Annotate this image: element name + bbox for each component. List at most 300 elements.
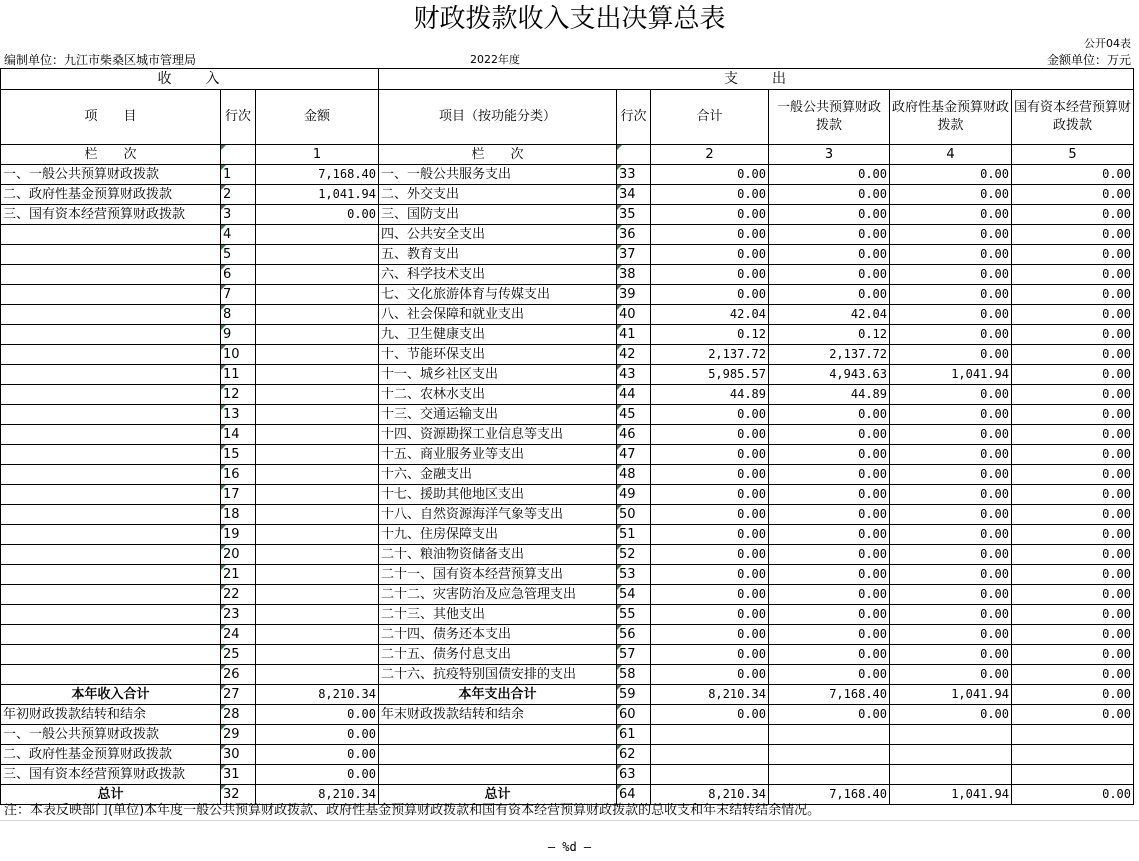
income-item: 三、国有资本经营预算财政拨款 bbox=[1, 205, 221, 225]
income-amount bbox=[256, 585, 379, 605]
income-row-no: 8 bbox=[221, 305, 256, 325]
income-row-no: 25 bbox=[221, 645, 256, 665]
income-row-no: 2 bbox=[221, 185, 256, 205]
income-row-no: 17 bbox=[221, 485, 256, 505]
blank-cell bbox=[890, 765, 1012, 785]
expense-total: 0.00 bbox=[651, 265, 769, 285]
expense-item: 五、教育支出 bbox=[379, 245, 617, 265]
col-index-2: 2 bbox=[651, 145, 769, 165]
income-amount bbox=[256, 385, 379, 405]
expense-total: 0.00 bbox=[651, 225, 769, 245]
blank-cell bbox=[651, 745, 769, 765]
expense-general: 0.00 bbox=[769, 485, 890, 505]
expense-item: 三、国防支出 bbox=[379, 205, 617, 225]
table-row bbox=[1, 565, 1134, 585]
income-amount bbox=[256, 305, 379, 325]
expense-item: 四、公共安全支出 bbox=[379, 225, 617, 245]
table-row bbox=[1, 285, 1134, 305]
expense-row-no: 47 bbox=[617, 445, 651, 465]
income-amount bbox=[256, 605, 379, 625]
expense-total: 2,137.72 bbox=[651, 345, 769, 365]
expense-row-no: 38 bbox=[617, 265, 651, 285]
expense-row-no: 52 bbox=[617, 545, 651, 565]
table-row-carry-1 bbox=[1, 725, 1134, 745]
income-amount bbox=[256, 285, 379, 305]
income-amount bbox=[256, 505, 379, 525]
carry-2-label: 二、政府性基金预算财政拨款 bbox=[1, 745, 221, 765]
income-item bbox=[1, 605, 221, 625]
grand-total-no: 32 bbox=[221, 785, 256, 805]
expense-total: 42.04 bbox=[651, 305, 769, 325]
carry-1-label: 一、一般公共预算财政拨款 bbox=[1, 725, 221, 745]
income-row-no: 3 bbox=[221, 205, 256, 225]
income-amount: 0.00 bbox=[256, 205, 379, 225]
expense-total: 0.12 bbox=[651, 325, 769, 345]
table-row-carry-2 bbox=[1, 745, 1134, 765]
expense-fund: 0.00 bbox=[890, 585, 1012, 605]
blank-cell bbox=[651, 725, 769, 745]
page-title: 财政拨款收入支出决算总表 bbox=[413, 4, 726, 34]
expense-general: 0.00 bbox=[769, 665, 890, 685]
end-fund: 0.00 bbox=[890, 705, 1012, 725]
income-amount bbox=[256, 345, 379, 365]
income-item bbox=[1, 565, 221, 585]
expense-row-no: 45 bbox=[617, 405, 651, 425]
expense-fund: 0.00 bbox=[890, 485, 1012, 505]
income-item bbox=[1, 385, 221, 405]
table-row bbox=[1, 625, 1134, 645]
expense-row-no: 56 bbox=[617, 625, 651, 645]
expense-row-no: 42 bbox=[617, 345, 651, 365]
col-index-label: 栏 次 bbox=[1, 145, 221, 165]
income-item: 二、政府性基金预算财政拨款 bbox=[1, 185, 221, 205]
grand-total-label: 总计 bbox=[1, 785, 221, 805]
expense-fund: 0.00 bbox=[890, 205, 1012, 225]
income-row-no: 4 bbox=[221, 225, 256, 245]
expense-item: 十六、金融支出 bbox=[379, 465, 617, 485]
expense-total: 0.00 bbox=[651, 245, 769, 265]
blank-cell bbox=[769, 725, 890, 745]
table-row bbox=[1, 525, 1134, 545]
income-amount bbox=[256, 425, 379, 445]
grand-expense-sum: 8,210.34 bbox=[651, 785, 769, 805]
table-row bbox=[1, 305, 1134, 325]
expense-general: 4,943.63 bbox=[769, 365, 890, 385]
income-total-amount: 8,210.34 bbox=[256, 685, 379, 705]
income-amount: 7,168.40 bbox=[256, 165, 379, 185]
income-item bbox=[1, 645, 221, 665]
expense-total: 0.00 bbox=[651, 485, 769, 505]
expense-fund: 0.00 bbox=[890, 605, 1012, 625]
table-row bbox=[1, 265, 1134, 285]
carry-2-expense-no: 62 bbox=[617, 745, 651, 765]
col-general: 一般公共预算财政拨款 bbox=[769, 90, 890, 145]
income-item bbox=[1, 345, 221, 365]
blank-cell bbox=[1012, 745, 1134, 765]
expense-item: 二十二、灾害防治及应急管理支出 bbox=[379, 585, 617, 605]
carry-3-no: 31 bbox=[221, 765, 256, 785]
expense-general: 0.00 bbox=[769, 645, 890, 665]
col-index-blank-2 bbox=[617, 145, 651, 165]
expense-fund: 1,041.94 bbox=[890, 365, 1012, 385]
expense-total: 0.00 bbox=[651, 285, 769, 305]
col-row-no-2: 行次 bbox=[617, 90, 651, 145]
carry-label: 年初财政拨款结转和结余 bbox=[1, 705, 221, 725]
grand-expense-label: 总计 bbox=[379, 785, 617, 805]
income-row-no: 24 bbox=[221, 625, 256, 645]
expense-total-state: 0.00 bbox=[1012, 685, 1134, 705]
expense-state: 0.00 bbox=[1012, 365, 1134, 385]
expense-row-no: 44 bbox=[617, 385, 651, 405]
grand-expense-state: 0.00 bbox=[1012, 785, 1134, 805]
expense-fund: 0.00 bbox=[890, 225, 1012, 245]
expense-row-no: 43 bbox=[617, 365, 651, 385]
expense-state: 0.00 bbox=[1012, 585, 1134, 605]
income-item bbox=[1, 665, 221, 685]
carry-2-amount: 0.00 bbox=[256, 745, 379, 765]
expense-state: 0.00 bbox=[1012, 545, 1134, 565]
income-row-no: 10 bbox=[221, 345, 256, 365]
expense-state: 0.00 bbox=[1012, 165, 1134, 185]
expense-general: 0.12 bbox=[769, 325, 890, 345]
income-item bbox=[1, 265, 221, 285]
income-row-no: 13 bbox=[221, 405, 256, 425]
table-row-carry-3 bbox=[1, 765, 1134, 785]
col-fund: 政府性基金预算财政拨款 bbox=[890, 90, 1012, 145]
expense-item: 二十、粮油物资储备支出 bbox=[379, 545, 617, 565]
table-row-income-total bbox=[1, 685, 1134, 705]
expense-item: 九、卫生健康支出 bbox=[379, 325, 617, 345]
table-row bbox=[1, 185, 1134, 205]
meta-row bbox=[0, 52, 1139, 68]
table-row bbox=[1, 405, 1134, 425]
expense-state: 0.00 bbox=[1012, 465, 1134, 485]
income-total-label: 本年收入合计 bbox=[1, 685, 221, 705]
income-amount bbox=[256, 645, 379, 665]
expense-fund: 0.00 bbox=[890, 405, 1012, 425]
income-item bbox=[1, 545, 221, 565]
expense-general: 0.00 bbox=[769, 245, 890, 265]
expense-general: 0.00 bbox=[769, 225, 890, 245]
income-section-header: 收 入 bbox=[1, 69, 379, 90]
expense-fund: 0.00 bbox=[890, 245, 1012, 265]
carry-amount: 0.00 bbox=[256, 705, 379, 725]
expense-general: 0.00 bbox=[769, 205, 890, 225]
expense-total: 0.00 bbox=[651, 645, 769, 665]
income-amount: 1,041.94 bbox=[256, 185, 379, 205]
income-row-no: 12 bbox=[221, 385, 256, 405]
expense-total-label: 本年支出合计 bbox=[379, 685, 617, 705]
income-item bbox=[1, 285, 221, 305]
col-state: 国有资本经营预算财政拨款 bbox=[1012, 90, 1134, 145]
income-row-no: 22 bbox=[221, 585, 256, 605]
expense-row-no: 55 bbox=[617, 605, 651, 625]
expense-total-fund: 1,041.94 bbox=[890, 685, 1012, 705]
income-item: 一、一般公共预算财政拨款 bbox=[1, 165, 221, 185]
income-row-no: 14 bbox=[221, 425, 256, 445]
end-no: 60 bbox=[617, 705, 651, 725]
income-item bbox=[1, 585, 221, 605]
expense-row-no: 36 bbox=[617, 225, 651, 245]
expense-item: 十八、自然资源海洋气象等支出 bbox=[379, 505, 617, 525]
table-row bbox=[1, 425, 1134, 445]
expense-item: 十四、资源勘探工业信息等支出 bbox=[379, 425, 617, 445]
expense-item: 十二、农林水支出 bbox=[379, 385, 617, 405]
expense-general: 0.00 bbox=[769, 165, 890, 185]
blank-cell bbox=[769, 765, 890, 785]
expense-section-header: 支 出 bbox=[379, 69, 1134, 90]
income-amount bbox=[256, 445, 379, 465]
expense-state: 0.00 bbox=[1012, 385, 1134, 405]
end-state: 0.00 bbox=[1012, 705, 1134, 725]
grand-total-amount: 8,210.34 bbox=[256, 785, 379, 805]
table-row bbox=[1, 605, 1134, 625]
blank-cell bbox=[890, 745, 1012, 765]
expense-row-no: 34 bbox=[617, 185, 651, 205]
header-row-section bbox=[1, 69, 1134, 90]
expense-row-no: 53 bbox=[617, 565, 651, 585]
income-item bbox=[1, 325, 221, 345]
expense-fund: 0.00 bbox=[890, 445, 1012, 465]
expense-total: 0.00 bbox=[651, 585, 769, 605]
blank-cell bbox=[651, 765, 769, 785]
expense-general: 0.00 bbox=[769, 585, 890, 605]
income-row-no: 15 bbox=[221, 445, 256, 465]
income-amount bbox=[256, 465, 379, 485]
expense-general: 0.00 bbox=[769, 425, 890, 445]
expense-state: 0.00 bbox=[1012, 285, 1134, 305]
compiling-unit: 编制单位：九江市柴桑区城市管理局 bbox=[4, 53, 197, 67]
expense-row-no: 54 bbox=[617, 585, 651, 605]
expense-general: 0.00 bbox=[769, 545, 890, 565]
income-row-no: 5 bbox=[221, 245, 256, 265]
expense-item: 十七、援助其他地区支出 bbox=[379, 485, 617, 505]
expense-general: 0.00 bbox=[769, 185, 890, 205]
table-row bbox=[1, 165, 1134, 185]
expense-total: 44.89 bbox=[651, 385, 769, 405]
expense-item: 二十五、债务付息支出 bbox=[379, 645, 617, 665]
expense-item: 十三、交通运输支出 bbox=[379, 405, 617, 425]
expense-total: 0.00 bbox=[651, 165, 769, 185]
expense-total-sum: 8,210.34 bbox=[651, 685, 769, 705]
table-note: 注：本表反映部门(单位)本年度一般公共预算财政拨款、政府性基金预算财政拨款和国有资本经营预算财政拨款的总收支和年末结转结余情况。 bbox=[4, 803, 821, 818]
expense-total: 0.00 bbox=[651, 625, 769, 645]
expense-item: 二十六、抗疫特别国债安排的支出 bbox=[379, 665, 617, 685]
carry-1-amount: 0.00 bbox=[256, 725, 379, 745]
table-row bbox=[1, 205, 1134, 225]
expense-state: 0.00 bbox=[1012, 645, 1134, 665]
expense-row-no: 50 bbox=[617, 505, 651, 525]
expense-state: 0.00 bbox=[1012, 265, 1134, 285]
expense-total: 0.00 bbox=[651, 465, 769, 485]
col-row-no: 行次 bbox=[221, 90, 256, 145]
table-row bbox=[1, 545, 1134, 565]
table-row bbox=[1, 325, 1134, 345]
carry-3-label: 三、国有资本经营预算财政拨款 bbox=[1, 765, 221, 785]
col-index-1: 1 bbox=[256, 145, 379, 165]
expense-total: 5,985.57 bbox=[651, 365, 769, 385]
income-item bbox=[1, 465, 221, 485]
table-row bbox=[1, 585, 1134, 605]
col-index-4: 4 bbox=[890, 145, 1012, 165]
expense-general: 0.00 bbox=[769, 265, 890, 285]
table-row bbox=[1, 665, 1134, 685]
expense-fund: 0.00 bbox=[890, 565, 1012, 585]
table-row-carry bbox=[1, 705, 1134, 725]
blank-cell bbox=[890, 725, 1012, 745]
expense-fund: 0.00 bbox=[890, 525, 1012, 545]
income-total-no: 27 bbox=[221, 685, 256, 705]
expense-state: 0.00 bbox=[1012, 185, 1134, 205]
expense-fund: 0.00 bbox=[890, 465, 1012, 485]
carry-1-no: 29 bbox=[221, 725, 256, 745]
expense-total: 0.00 bbox=[651, 185, 769, 205]
expense-total-no: 59 bbox=[617, 685, 651, 705]
budget-table bbox=[0, 68, 1134, 805]
income-amount bbox=[256, 265, 379, 285]
expense-fund: 0.00 bbox=[890, 545, 1012, 565]
expense-state: 0.00 bbox=[1012, 625, 1134, 645]
grand-expense-fund: 1,041.94 bbox=[890, 785, 1012, 805]
grand-expense-general: 7,168.40 bbox=[769, 785, 890, 805]
expense-item: 十、节能环保支出 bbox=[379, 345, 617, 365]
income-amount bbox=[256, 245, 379, 265]
expense-total: 0.00 bbox=[651, 445, 769, 465]
form-number-row bbox=[0, 36, 1139, 52]
expense-total: 0.00 bbox=[651, 565, 769, 585]
expense-fund: 0.00 bbox=[890, 505, 1012, 525]
form-number: 公开04表 bbox=[1084, 37, 1131, 50]
table-row bbox=[1, 465, 1134, 485]
expense-general: 0.00 bbox=[769, 565, 890, 585]
expense-general: 0.00 bbox=[769, 285, 890, 305]
expense-state: 0.00 bbox=[1012, 305, 1134, 325]
expense-fund: 0.00 bbox=[890, 385, 1012, 405]
expense-state: 0.00 bbox=[1012, 505, 1134, 525]
income-amount bbox=[256, 405, 379, 425]
expense-state: 0.00 bbox=[1012, 425, 1134, 445]
expense-state: 0.00 bbox=[1012, 345, 1134, 365]
income-item bbox=[1, 225, 221, 245]
carry-1-expense-no: 61 bbox=[617, 725, 651, 745]
income-row-no: 11 bbox=[221, 365, 256, 385]
expense-fund: 0.00 bbox=[890, 645, 1012, 665]
expense-row-no: 39 bbox=[617, 285, 651, 305]
expense-general: 0.00 bbox=[769, 505, 890, 525]
income-item bbox=[1, 245, 221, 265]
expense-item: 十九、住房保障支出 bbox=[379, 525, 617, 545]
income-item bbox=[1, 525, 221, 545]
income-row-no: 9 bbox=[221, 325, 256, 345]
expense-row-no: 33 bbox=[617, 165, 651, 185]
col-item: 项 目 bbox=[1, 90, 221, 145]
expense-row-no: 40 bbox=[617, 305, 651, 325]
col-index-blank bbox=[221, 145, 256, 165]
expense-state: 0.00 bbox=[1012, 485, 1134, 505]
table-row bbox=[1, 245, 1134, 265]
expense-item: 八、社会保障和就业支出 bbox=[379, 305, 617, 325]
expense-total: 0.00 bbox=[651, 605, 769, 625]
table-row bbox=[1, 645, 1134, 665]
expense-item: 六、科学技术支出 bbox=[379, 265, 617, 285]
income-amount bbox=[256, 365, 379, 385]
income-item bbox=[1, 505, 221, 525]
expense-fund: 0.00 bbox=[890, 345, 1012, 365]
col-index-3: 3 bbox=[769, 145, 890, 165]
table-row bbox=[1, 225, 1134, 245]
expense-general: 0.00 bbox=[769, 405, 890, 425]
expense-row-no: 51 bbox=[617, 525, 651, 545]
expense-fund: 0.00 bbox=[890, 425, 1012, 445]
expense-item: 一、一般公共服务支出 bbox=[379, 165, 617, 185]
carry-3-amount: 0.00 bbox=[256, 765, 379, 785]
expense-row-no: 41 bbox=[617, 325, 651, 345]
expense-general: 0.00 bbox=[769, 445, 890, 465]
expense-item: 十五、商业服务业等支出 bbox=[379, 445, 617, 465]
income-row-no: 18 bbox=[221, 505, 256, 525]
expense-item: 二十一、国有资本经营预算支出 bbox=[379, 565, 617, 585]
income-item bbox=[1, 405, 221, 425]
expense-fund: 0.00 bbox=[890, 165, 1012, 185]
expense-fund: 0.00 bbox=[890, 325, 1012, 345]
expense-state: 0.00 bbox=[1012, 325, 1134, 345]
expense-fund: 0.00 bbox=[890, 265, 1012, 285]
expense-item: 二十四、债务还本支出 bbox=[379, 625, 617, 645]
expense-general: 0.00 bbox=[769, 525, 890, 545]
expense-total: 0.00 bbox=[651, 505, 769, 525]
expense-general: 2,137.72 bbox=[769, 345, 890, 365]
table-row bbox=[1, 445, 1134, 465]
blank-cell bbox=[1012, 765, 1134, 785]
expense-item: 二、外交支出 bbox=[379, 185, 617, 205]
income-row-no: 7 bbox=[221, 285, 256, 305]
expense-general: 0.00 bbox=[769, 465, 890, 485]
income-item bbox=[1, 425, 221, 445]
income-amount bbox=[256, 485, 379, 505]
expense-total: 0.00 bbox=[651, 665, 769, 685]
table-row bbox=[1, 385, 1134, 405]
blank-cell bbox=[1012, 725, 1134, 745]
expense-state: 0.00 bbox=[1012, 205, 1134, 225]
income-amount bbox=[256, 625, 379, 645]
income-item bbox=[1, 365, 221, 385]
expense-general: 0.00 bbox=[769, 605, 890, 625]
table-row bbox=[1, 345, 1134, 365]
carry-1-expense-blank bbox=[379, 725, 617, 745]
income-item bbox=[1, 445, 221, 465]
end-label: 年末财政拨款结转和结余 bbox=[379, 705, 617, 725]
expense-fund: 0.00 bbox=[890, 665, 1012, 685]
expense-item: 十一、城乡社区支出 bbox=[379, 365, 617, 385]
income-amount bbox=[256, 545, 379, 565]
income-amount bbox=[256, 565, 379, 585]
end-sum: 0.00 bbox=[651, 705, 769, 725]
end-general: 0.00 bbox=[769, 705, 890, 725]
expense-row-no: 35 bbox=[617, 205, 651, 225]
expense-total: 0.00 bbox=[651, 425, 769, 445]
expense-fund: 0.00 bbox=[890, 285, 1012, 305]
col-index-5: 5 bbox=[1012, 145, 1134, 165]
expense-total: 0.00 bbox=[651, 525, 769, 545]
income-item bbox=[1, 485, 221, 505]
expense-state: 0.00 bbox=[1012, 245, 1134, 265]
expense-total-general: 7,168.40 bbox=[769, 685, 890, 705]
col-func-item: 项目（按功能分类） bbox=[379, 90, 617, 145]
carry-2-no: 30 bbox=[221, 745, 256, 765]
income-row-no: 1 bbox=[221, 165, 256, 185]
col-total: 合计 bbox=[651, 90, 769, 145]
col-amount: 金额 bbox=[256, 90, 379, 145]
